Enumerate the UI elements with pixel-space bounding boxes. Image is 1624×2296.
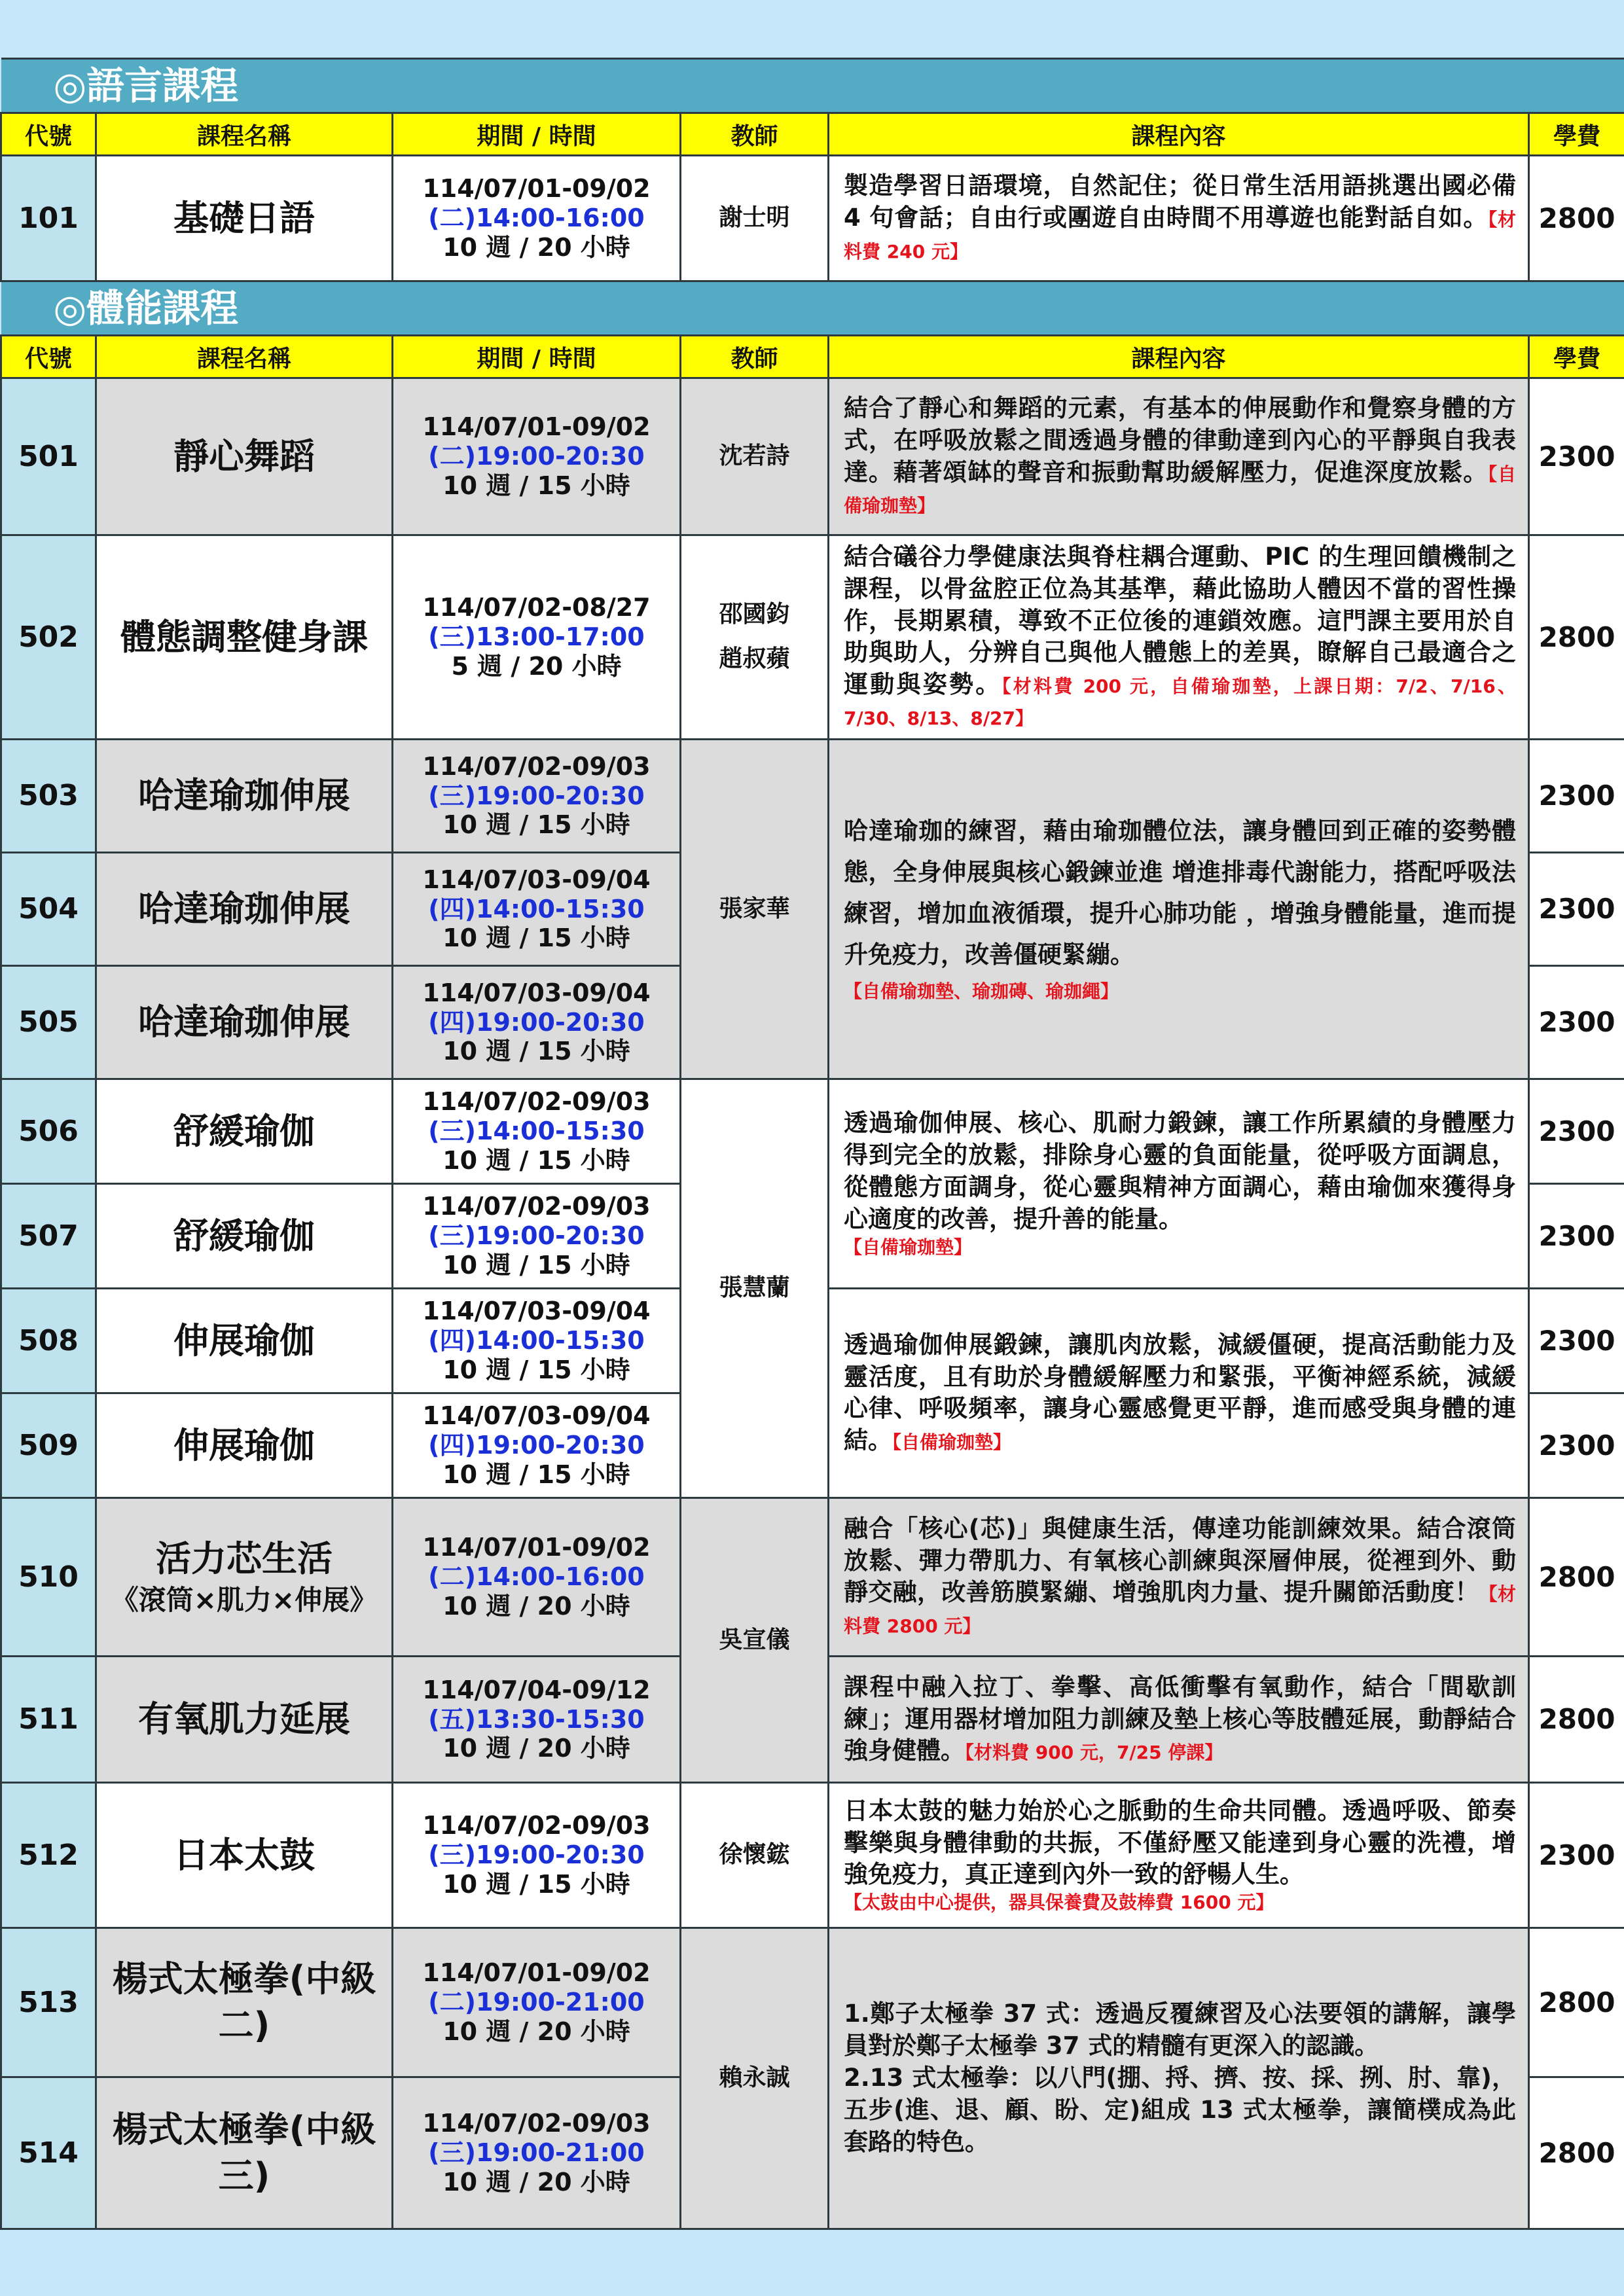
course-code: 514 — [1, 2077, 96, 2229]
course-content: 透過瑜伽伸展、核心、肌耐力鍛鍊，讓工作所累績的身體壓力得到完全的放鬆，排除身心靈的負面能量，從呼吸方面調息，從體態方面調身，從心靈與精神方面調心，藉由瑜伽來獲得身心適度的改善，提升善的能量。 【自備瑜珈墊】 — [829, 1079, 1529, 1288]
course-teacher: 徐懷鋐 — [681, 1782, 829, 1928]
course-row-501 — [1, 378, 1624, 535]
course-content: 透過瑜伽伸展鍛鍊，讓肌肉放鬆，減緩僵硬，提高活動能力及靈活度，且有助於身體緩解壓力和緊張，平衡神經系統，減緩心律、呼吸頻率，讓身心靈感覺更平靜，進而感受與身體的連結。【自備瑜珈墊】 — [829, 1288, 1529, 1498]
section-language — [1, 59, 1624, 113]
course-code: 508 — [1, 1288, 96, 1393]
course-fee: 2300 — [1529, 1183, 1624, 1288]
course-name: 舒緩瑜伽 — [96, 1183, 393, 1288]
course-row-502 — [1, 535, 1624, 740]
section-title: ◎體能課程 — [53, 286, 239, 331]
course-content: 課程中融入拉丁、拳擊、高低衝擊有氧動作，結合「間歇訓練」；運用器材增加阻力訓練及墊上核心等肢體延展，動靜結合強身健體。【材料費 900 元，7/25 停課】 — [829, 1656, 1529, 1782]
course-fee: 2300 — [1529, 852, 1624, 965]
course-note: 【自備瑜珈墊】 — [892, 1431, 1012, 1454]
course-fee: 2800 — [1529, 1928, 1624, 2077]
course-content: 日本太鼓的魅力始於心之脈動的生命共同體。透過呼吸、節奏擊樂與身體律動的共振，不僅紓壓又能達到身心靈的洗禮，增強免疫力，真正達到內外一致的舒暢人生。 【太鼓由中心提供，器具保養費及鼓棒費 1600 元】 — [829, 1782, 1529, 1928]
course-content: 哈達瑜珈的練習，藉由瑜珈體位法，讓身體回到正確的姿勢體態，全身伸展與核心鍛鍊並進 增進排毒代謝能力，搭配呼吸法練習，增加血液循環，提升心肺功能 ，增強身體能量，進而提升免疫力，改善僵硬緊繃。 【自備瑜珈墊、瑜珈磚、瑜珈繩】 — [829, 739, 1529, 1079]
course-period: 114/07/02-09/03 (三)19:00-20:30 10 週 / 15 小時 — [393, 1183, 681, 1288]
course-fee: 2800 — [1529, 2077, 1624, 2229]
course-teacher: 沈若詩 — [681, 378, 829, 535]
header-name: 課程名稱 — [96, 113, 393, 156]
course-note: 【自備瑜珈墊、瑜珈磚、瑜珈繩】 — [844, 980, 1119, 1002]
course-fee: 2300 — [1529, 965, 1624, 1079]
course-content: 製造學習日語環境，自然記住；從日常生活用語挑選出國必備 4 句會話；自由行或團遊自由時間不用導遊也能對話自如。【材料費 240 元】 — [829, 156, 1529, 281]
course-code: 501 — [1, 378, 96, 535]
course-note: 【材料費 200 元，自備瑜珈墊，上課日期：7/2、7/16、7/30、8/13、8/27】 — [844, 675, 1517, 730]
course-name: 楊式太極拳(中級二) — [96, 1928, 393, 2077]
course-code: 510 — [1, 1498, 96, 1656]
course-note: 【自備瑜珈墊】 — [844, 463, 1516, 517]
course-note: 【材料費 240 元】 — [844, 209, 1516, 262]
course-content: 1.鄭子太極拳 37 式：透過反覆練習及心法要領的講解，讓學員對於鄭子太極拳 37 式的精髓有更深入的認識。 2.13 式太極拳：以八門(掤、捋、擠、按、採、挒、肘、靠)，五步(進、退、顧、盼、定)組成 13 式太極拳，讓簡樸成為此套路的特色。 — [829, 1928, 1529, 2229]
course-name: 伸展瑜伽 — [96, 1393, 393, 1498]
course-note: 【自備瑜珈墊】 — [844, 1236, 973, 1258]
course-note: 【材料費 900 元，7/25 停課】 — [965, 1742, 1223, 1764]
header-name: 課程名稱 — [96, 336, 393, 378]
course-period: 114/07/04-09/12 (五)13:30-15:30 10 週 / 20 小時 — [393, 1656, 681, 1782]
course-code: 511 — [1, 1656, 96, 1782]
header-row — [1, 113, 1624, 156]
course-name: 日本太鼓 — [96, 1782, 393, 1928]
course-fee: 2300 — [1529, 1393, 1624, 1498]
course-fee: 2300 — [1529, 739, 1624, 852]
course-name: 活力芯生活 《滾筒×肌力×伸展》 — [96, 1498, 393, 1656]
course-code: 509 — [1, 1393, 96, 1498]
course-code: 101 — [1, 156, 96, 281]
course-fee: 2300 — [1529, 1782, 1624, 1928]
course-period: 114/07/02-09/03 (三)19:00-20:30 10 週 / 15 小時 — [393, 739, 681, 852]
header-content: 課程內容 — [829, 336, 1529, 378]
course-code: 507 — [1, 1183, 96, 1288]
header-period: 期間 / 時間 — [393, 113, 681, 156]
course-code: 504 — [1, 852, 96, 965]
course-fee: 2800 — [1529, 535, 1624, 740]
course-period: 114/07/03-09/04 (四)19:00-20:30 10 週 / 15 小時 — [393, 965, 681, 1079]
course-period: 114/07/01-09/02 (二)19:00-21:00 10 週 / 20 小時 — [393, 1928, 681, 2077]
course-code: 503 — [1, 739, 96, 852]
course-name: 哈達瑜珈伸展 — [96, 739, 393, 852]
course-teacher: 邵國鈞 趙叔蘋 — [681, 535, 829, 740]
course-row-506 — [1, 1079, 1624, 1183]
header-fee: 學費 — [1529, 336, 1624, 378]
header-teacher: 教師 — [681, 336, 829, 378]
course-name: 有氧肌力延展 — [96, 1656, 393, 1782]
course-code: 502 — [1, 535, 96, 740]
header-content: 課程內容 — [829, 113, 1529, 156]
course-teacher: 賴永誠 — [681, 1928, 829, 2229]
course-teacher: 謝士明 — [681, 156, 829, 281]
course-teacher: 張家華 — [681, 739, 829, 1079]
section-fitness — [1, 281, 1624, 336]
course-fee: 2800 — [1529, 1656, 1624, 1782]
course-period: 114/07/02-08/27 (三)13:00-17:00 5 週 / 20 小時 — [393, 535, 681, 740]
course-fee: 2800 — [1529, 156, 1624, 281]
course-row-101 — [1, 156, 1624, 281]
course-row-512 — [1, 1782, 1624, 1928]
course-content: 融合「核心(芯)」與健康生活，傳達功能訓練效果。結合滾筒放鬆、彈力帶肌力、有氧核心訓練與深層伸展，從裡到外、動靜交融，改善筋膜緊繃、增強肌肉力量、提升關節活動度！【材料費 2800 元】 — [829, 1498, 1529, 1656]
header-teacher: 教師 — [681, 113, 829, 156]
course-period: 114/07/02-09/03 (三)19:00-20:30 10 週 / 15 小時 — [393, 1782, 681, 1928]
header-period: 期間 / 時間 — [393, 336, 681, 378]
course-row-503 — [1, 739, 1624, 852]
course-code: 506 — [1, 1079, 96, 1183]
course-fee: 2300 — [1529, 1079, 1624, 1183]
course-note: 【太鼓由中心提供，器具保養費及鼓棒費 1600 元】 — [844, 1892, 1274, 1914]
course-period: 114/07/03-09/04 (四)14:00-15:30 10 週 / 15 小時 — [393, 852, 681, 965]
course-teacher: 吳宣儀 — [681, 1498, 829, 1782]
course-note: 【材料費 2800 元】 — [844, 1583, 1516, 1638]
course-period: 114/07/03-09/04 (四)19:00-20:30 10 週 / 15 小時 — [393, 1393, 681, 1498]
course-period: 114/07/01-09/02 (二)19:00-20:30 10 週 / 15 小時 — [393, 378, 681, 535]
course-content: 結合了靜心和舞蹈的元素，有基本的伸展動作和覺察身體的方式，在呼吸放鬆之間透過身體的律動達到內心的平靜與自我表達。藉著頌缽的聲音和振動幫助緩解壓力，促進深度放鬆。【自備瑜珈墊】 — [829, 378, 1529, 535]
header-fee: 學費 — [1529, 113, 1624, 156]
course-name: 基礎日語 — [96, 156, 393, 281]
course-table — [0, 58, 1624, 2230]
course-period: 114/07/02-09/03 (三)19:00-21:00 10 週 / 20 小時 — [393, 2077, 681, 2229]
header-code: 代號 — [1, 336, 96, 378]
course-name: 哈達瑜珈伸展 — [96, 965, 393, 1079]
header-code: 代號 — [1, 113, 96, 156]
course-fee: 2300 — [1529, 378, 1624, 535]
course-fee: 2800 — [1529, 1498, 1624, 1656]
course-row-510 — [1, 1498, 1624, 1656]
course-name: 體態調整健身課 — [96, 535, 393, 740]
course-sheet — [0, 58, 1624, 2230]
course-code: 505 — [1, 965, 96, 1079]
course-row-513 — [1, 1928, 1624, 2077]
course-fee: 2300 — [1529, 1288, 1624, 1393]
course-name: 楊式太極拳(中級三) — [96, 2077, 393, 2229]
course-name: 伸展瑜伽 — [96, 1288, 393, 1393]
header-row — [1, 336, 1624, 378]
course-code: 513 — [1, 1928, 96, 2077]
section-title: ◎語言課程 — [53, 63, 239, 108]
course-name: 哈達瑜珈伸展 — [96, 852, 393, 965]
course-content: 結合礒谷力學健康法與脊柱耦合運動、PIC 的生理回饋機制之課程，以骨盆腔正位為其基準，藉此協助人體因不當的習性操作，長期累積，導致不正位後的連鎖效應。這門課主要用於自助與助人，分辨自己與他人體態上的差異，瞭解自己最適合之運動與姿勢。【材料費 200 元，自備瑜珈墊，上課日期：7/2、7/16、7/30、8/13、8/27】 — [829, 535, 1529, 740]
course-period: 114/07/02-09/03 (三)14:00-15:30 10 週 / 15 小時 — [393, 1079, 681, 1183]
course-period: 114/07/03-09/04 (四)14:00-15:30 10 週 / 15 小時 — [393, 1288, 681, 1393]
course-period: 114/07/01-09/02 (二)14:00-16:00 10 週 / 20 小時 — [393, 156, 681, 281]
course-name: 靜心舞蹈 — [96, 378, 393, 535]
course-code: 512 — [1, 1782, 96, 1928]
course-period: 114/07/01-09/02 (二)14:00-16:00 10 週 / 20 小時 — [393, 1498, 681, 1656]
course-name: 舒緩瑜伽 — [96, 1079, 393, 1183]
course-teacher: 張慧蘭 — [681, 1079, 829, 1498]
